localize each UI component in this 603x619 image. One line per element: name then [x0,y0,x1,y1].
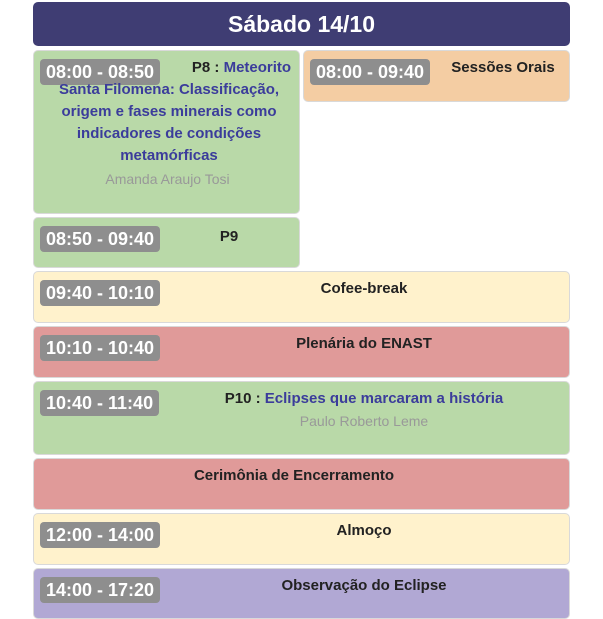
session-author: Paulo Roberto Leme [299,413,429,429]
day-title: Sábado 14/10 [227,10,376,37]
session-eclipse-observation[interactable] [33,568,570,619]
time-badge: 08:00 - 08:50 [40,59,160,85]
session-title-link[interactable]: Meteorito Santa Filomena: Classificação, origem e fases minerais como indicadores de condições metamórficas [58,59,292,164]
session-title: Sessões Orais [451,59,555,76]
session-title [44,57,294,167]
session-code: P10 [224,390,252,407]
session-title: Cofee-break [320,280,408,297]
session-p8[interactable] [33,50,300,214]
session-plenary[interactable] [33,326,570,378]
session-title-link[interactable]: Eclipses que marcaram a história [264,390,504,407]
session-title: P9 [219,228,239,245]
session-title: Almoço [336,522,392,539]
code-separator: : [210,59,224,76]
time-badge: 09:40 - 10:10 [40,280,160,306]
session-lunch[interactable] [33,513,570,565]
time-badge: 08:00 - 09:40 [310,59,430,85]
session-oral[interactable] [303,50,570,102]
time-badge: 08:50 - 09:40 [40,226,160,252]
session-title: Plenária do ENAST [296,335,432,352]
session-p9[interactable] [33,217,300,268]
session-closing[interactable] [33,458,570,510]
session-p10[interactable] [33,381,570,455]
session-author: Amanda Araujo Tosi [105,171,230,187]
session-title: Cerimônia de Encerramento [193,467,395,484]
session-title: Observação do Eclipse [281,577,447,594]
time-badge: 10:40 - 11:40 [40,390,159,416]
day-header [33,2,570,46]
session-coffee-break[interactable] [33,271,570,323]
time-badge: 10:10 - 10:40 [40,335,160,361]
time-badge: 12:00 - 14:00 [40,522,160,548]
code-separator: : [251,390,265,407]
session-title [184,388,544,410]
time-badge: 14:00 - 17:20 [40,577,160,603]
session-code: P8 [191,59,211,76]
